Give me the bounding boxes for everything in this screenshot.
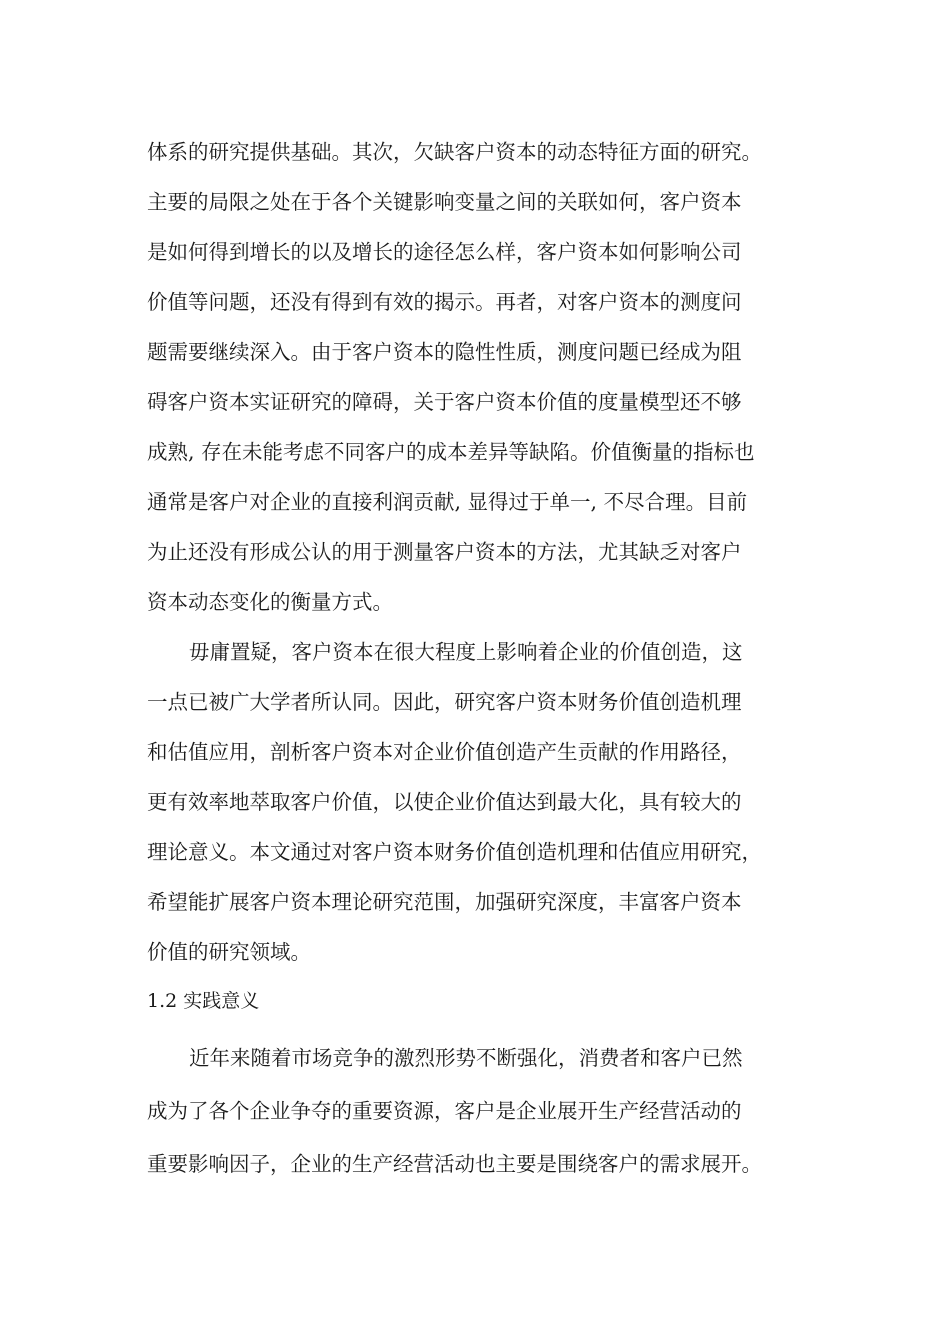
paragraph-2-line-3: 和估值应用，剖析客户资本对企业价值创造产生贡献的作用路径， [147, 740, 742, 764]
paragraph-3-line-3: 重要影响因子，企业的生产经营活动也主要是围绕客户的需求展开。 [147, 1152, 762, 1176]
paragraph-2-line-4: 更有效率地萃取客户价值，以使企业价值达到最大化，具有较大的 [147, 790, 742, 814]
paragraph-1-line-2: 主要的局限之处在于各个关键影响变量之间的关联如何，客户资本 [147, 190, 742, 214]
section-heading: 1.2 实践意义 [147, 990, 260, 1012]
paragraph-1-line-3: 是如何得到增长的以及增长的途径怎么样，客户资本如何影响公司 [147, 240, 742, 264]
paragraph-2-line-1: 毋庸置疑，客户资本在很大程度上影响着企业的价值创造，这 [189, 640, 743, 664]
paragraph-2-line-2: 一点已被广大学者所认同。因此，研究客户资本财务价值创造机理 [147, 690, 742, 714]
paragraph-1-line-6: 碍客户资本实证研究的障碍，关于客户资本价值的度量模型还不够 [147, 390, 742, 414]
paragraph-1-line-7: 成熟, 存在未能考虑不同客户的成本差异等缺陷。价值衡量的指标也 [147, 440, 755, 464]
paragraph-1-line-1: 体系的研究提供基础。其次，欠缺客户资本的动态特征方面的研究。 [147, 140, 762, 164]
paragraph-1-line-8: 通常是客户对企业的直接利润贡献, 显得过于单一, 不尽合理。目前 [147, 490, 748, 514]
paragraph-1-line-4: 价值等问题，还没有得到有效的揭示。再者，对客户资本的测度问 [147, 290, 742, 314]
paragraph-3-line-1: 近年来随着市场竞争的激烈形势不断强化，消费者和客户已然 [189, 1046, 743, 1070]
paragraph-3-line-2: 成为了各个企业争夺的重要资源，客户是企业展开生产经营活动的 [147, 1099, 742, 1123]
paragraph-2-line-7: 价值的研究领域。 [147, 940, 311, 964]
paragraph-2-line-5: 理论意义。本文通过对客户资本财务价值创造机理和估值应用研究， [147, 840, 762, 864]
paragraph-1-line-10: 资本动态变化的衡量方式。 [147, 590, 393, 614]
paragraph-2-line-6: 希望能扩展客户资本理论研究范围，加强研究深度，丰富客户资本 [147, 890, 742, 914]
paragraph-1-line-9: 为止还没有形成公认的用于测量客户资本的方法，尤其缺乏对客户 [147, 540, 742, 564]
paragraph-1-line-5: 题需要继续深入。由于客户资本的隐性性质，测度问题已经成为阻 [147, 340, 742, 364]
